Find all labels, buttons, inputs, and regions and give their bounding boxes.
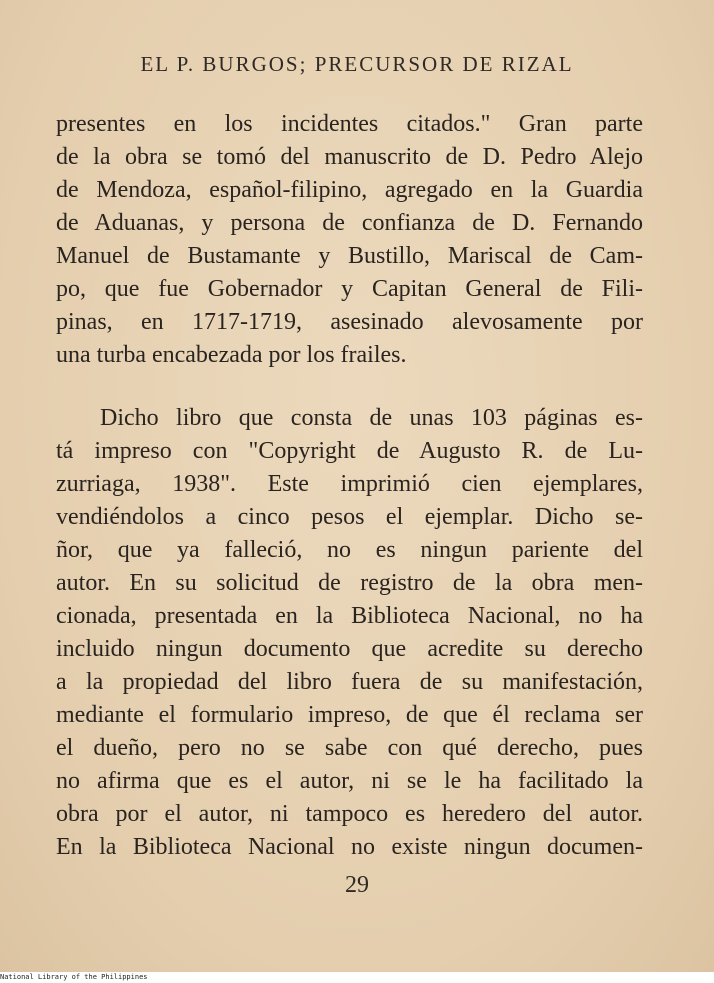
page-number: 29 <box>345 872 369 898</box>
text-line: de la obra se tomó del manuscrito de D. Pedro Alejo <box>56 144 643 170</box>
text-line: no afirma que es el autor, ni se le ha facilitado la <box>56 768 643 794</box>
text-line: a la propiedad del libro fuera de su manifestación, <box>56 669 643 695</box>
text-line: autor. En su solicitud de registro de la obra men- <box>56 570 643 596</box>
text-line: mediante el formulario impreso, de que él reclama ser <box>56 702 643 728</box>
text-line: po, que fue Gobernador y Capitan General de Fili- <box>56 276 643 302</box>
text-line: Manuel de Bustamante y Bustillo, Mariscal de Cam- <box>56 243 643 269</box>
text-line: zurriaga, 1938". Este imprimió cien ejemplares, <box>56 471 643 497</box>
text-line: Dicho libro que consta de unas 103 páginas es- <box>100 405 643 431</box>
text-line: tá impreso con "Copyright de Augusto R. de Lu- <box>56 438 643 464</box>
paragraph-2 <box>56 402 643 864</box>
library-watermark: National Library of the Philippines <box>0 973 148 981</box>
running-head: EL P. BURGOS; PRECURSOR DE RIZAL <box>140 52 574 76</box>
text-line: de Aduanas, y persona de confianza de D. Fernando <box>56 210 643 236</box>
scan-footer <box>0 972 714 983</box>
text-line: de Mendoza, español-filipino, agregado en la Guardia <box>56 177 643 203</box>
text-line: vendiéndolos a cinco pesos el ejemplar. Dicho se- <box>56 504 643 530</box>
text-line: ñor, que ya falleció, no es ningun pariente del <box>56 537 643 563</box>
paragraph-1 <box>56 108 643 372</box>
text-line: el dueño, pero no se sabe con qué derecho, pues <box>56 735 643 761</box>
text-line: cionada, presentada en la Biblioteca Nacional, no ha <box>56 603 643 629</box>
text-line: En la Biblioteca Nacional no existe ningun documen- <box>56 834 643 860</box>
text-line: incluido ningun documento que acredite su derecho <box>56 636 643 662</box>
text-line: presentes en los incidentes citados." Gran parte <box>56 111 643 137</box>
text-line: una turba encabezada por los frailes. <box>56 342 407 368</box>
text-line: obra por el autor, ni tampoco es heredero del autor. <box>56 801 643 827</box>
text-line: pinas, en 1717-1719, asesinado alevosamente por <box>56 309 643 335</box>
